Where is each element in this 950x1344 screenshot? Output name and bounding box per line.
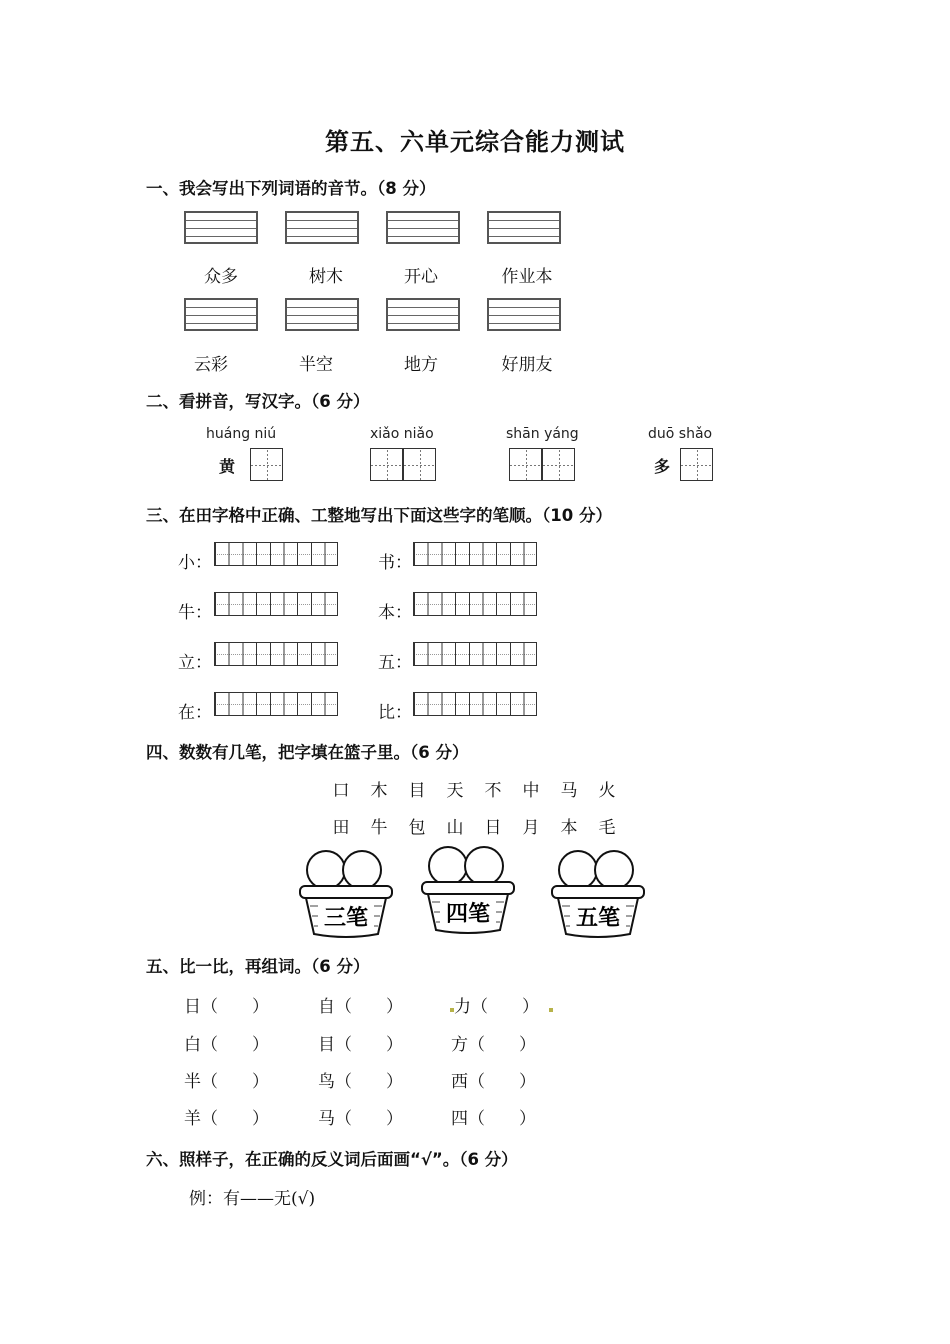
char: 木 <box>370 781 388 801</box>
pinyin-box[interactable] <box>184 211 258 244</box>
basket-label: 四笔 <box>445 901 491 927</box>
stroke-grid[interactable] <box>413 692 537 716</box>
word: 开心 <box>404 267 438 287</box>
basket-label: 五笔 <box>575 905 621 931</box>
section-6-heading: 六、照样子，在正确的反义词后面画“√”。（6 分） <box>146 1150 518 1169</box>
char: 包 <box>408 818 426 838</box>
char: 不 <box>484 781 502 801</box>
char-row-2 <box>322 813 626 838</box>
stroke-label: 小： <box>178 553 212 573</box>
char: 日 <box>484 818 502 838</box>
char: 口 <box>332 781 350 801</box>
tianzige-cell[interactable] <box>680 448 713 481</box>
compare-item: 白（ ） <box>184 1035 269 1055</box>
stroke-label: 比： <box>378 703 412 723</box>
char: 天 <box>446 781 464 801</box>
pinyin-label: huáng niú <box>206 426 277 442</box>
stroke-label: 五： <box>378 653 412 673</box>
page-title: 第五、六单元综合能力测试 <box>325 127 625 156</box>
section-4-heading: 四、数数有几笔，把字填在篮子里。（6 分） <box>146 743 469 762</box>
compare-item: 力（ ） <box>454 997 539 1017</box>
compare-item: 半（ ） <box>184 1072 269 1092</box>
compare-item: 四（ ） <box>451 1109 536 1129</box>
compare-item: 鸟（ ） <box>318 1072 403 1092</box>
section-3-heading: 三、在田字格中正确、工整地写出下面这些字的笔顺。（10 分） <box>146 506 612 525</box>
pinyin-box[interactable] <box>487 211 561 244</box>
stroke-grid[interactable] <box>413 642 537 666</box>
word: 地方 <box>404 355 438 375</box>
word: 半空 <box>299 355 333 375</box>
pinyin-box[interactable] <box>386 298 460 331</box>
word: 众多 <box>204 267 238 287</box>
char: 火 <box>598 781 616 801</box>
section-5-heading: 五、比一比，再组词。（6 分） <box>146 957 370 976</box>
word: 好朋友 <box>501 355 553 375</box>
stroke-grid[interactable] <box>413 592 537 616</box>
pinyin-box[interactable] <box>487 298 561 331</box>
word: 作业本 <box>501 267 553 287</box>
pinyin-label: shān yáng <box>506 426 579 442</box>
char: 中 <box>522 781 540 801</box>
given-char: 多 <box>654 457 671 476</box>
stroke-grid[interactable] <box>214 692 338 716</box>
compare-item: 羊（ ） <box>184 1109 269 1129</box>
basket-icon[interactable] <box>298 848 394 940</box>
char: 毛 <box>598 818 616 838</box>
compare-item: 西（ ） <box>451 1072 536 1092</box>
stroke-grid[interactable] <box>214 542 338 566</box>
pinyin-box[interactable] <box>285 211 359 244</box>
section-1-heading: 一、我会写出下列词语的音节。（8 分） <box>146 179 436 198</box>
char-row-1 <box>322 776 626 801</box>
mark-dot <box>549 1008 553 1012</box>
compare-item: 马（ ） <box>318 1109 403 1129</box>
pinyin-box[interactable] <box>386 211 460 244</box>
tianzige-cell[interactable] <box>250 448 283 481</box>
compare-item: 日（ ） <box>184 997 269 1017</box>
pinyin-box[interactable] <box>285 298 359 331</box>
tianzige-cell[interactable] <box>370 448 403 481</box>
example-line: 例：有——无(√) <box>189 1189 316 1209</box>
basket-icon[interactable] <box>420 844 516 936</box>
compare-item: 目（ ） <box>318 1035 403 1055</box>
char: 牛 <box>370 818 388 838</box>
char: 田 <box>332 818 350 838</box>
stroke-grid[interactable] <box>214 592 338 616</box>
stroke-label: 在： <box>178 703 212 723</box>
char: 山 <box>446 818 464 838</box>
compare-item: 自（ ） <box>318 997 403 1017</box>
word: 树木 <box>309 267 343 287</box>
given-char: 黄 <box>219 457 236 476</box>
char: 月 <box>522 818 540 838</box>
basket-icon[interactable] <box>550 848 646 940</box>
tianzige-cell[interactable] <box>542 448 575 481</box>
stroke-label: 书： <box>378 553 412 573</box>
mark-dot <box>450 1008 454 1012</box>
char: 目 <box>408 781 426 801</box>
tianzige-cell[interactable] <box>509 448 542 481</box>
pinyin-box[interactable] <box>184 298 258 331</box>
stroke-label: 本： <box>378 603 412 623</box>
basket-label: 三笔 <box>323 905 369 931</box>
pinyin-label: xiǎo niǎo <box>370 426 434 442</box>
char: 本 <box>560 818 578 838</box>
char: 马 <box>560 781 578 801</box>
stroke-label: 立： <box>178 653 212 673</box>
compare-item: 方（ ） <box>451 1035 536 1055</box>
pinyin-label: duō shǎo <box>648 426 713 442</box>
tianzige-cell[interactable] <box>403 448 436 481</box>
word: 云彩 <box>194 355 228 375</box>
section-2-heading: 二、看拼音，写汉字。（6 分） <box>146 392 370 411</box>
stroke-grid[interactable] <box>214 642 338 666</box>
stroke-label: 牛： <box>178 603 212 623</box>
stroke-grid[interactable] <box>413 542 537 566</box>
